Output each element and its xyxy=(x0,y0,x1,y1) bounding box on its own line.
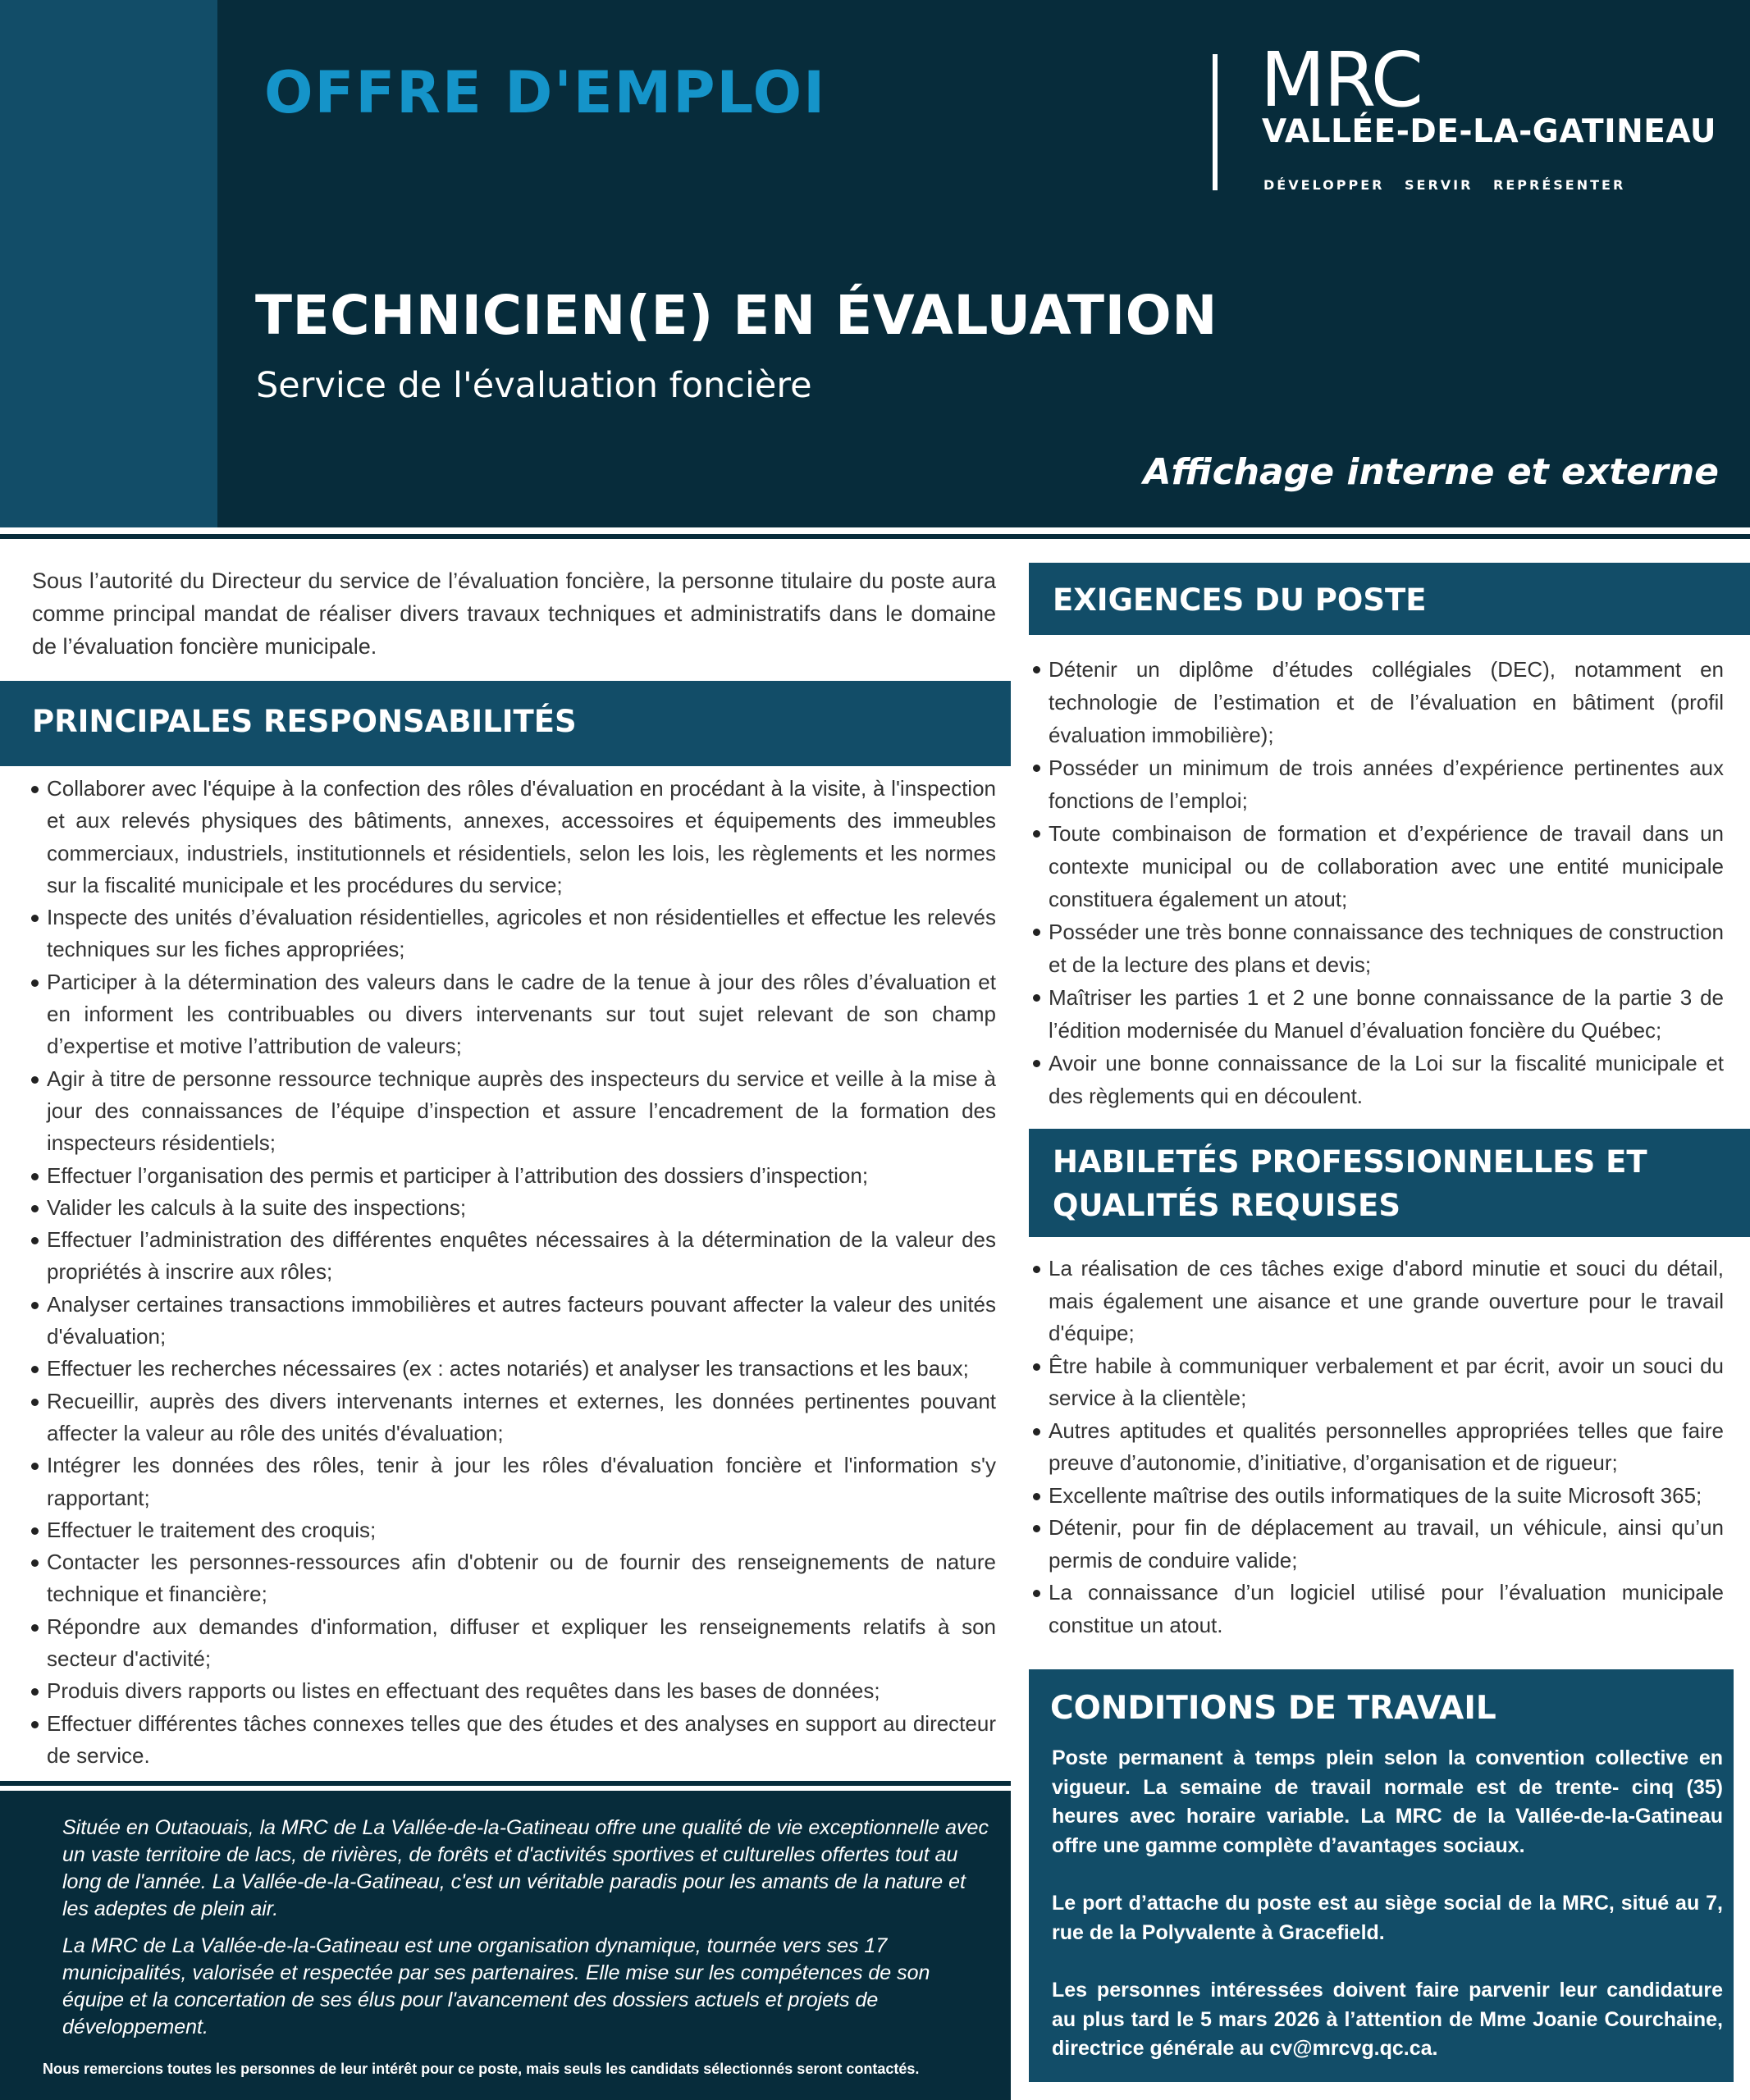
responsabilites-heading: PRINCIPALES RESPONSABILITÉS xyxy=(0,681,1011,766)
exigences-list xyxy=(1033,653,1724,1112)
footer-divider xyxy=(0,1781,1011,1786)
list-item: Collaborer avec l'équipe à la confection des rôles d'évaluation en procédant à la visite, à l'inspection et aux relevés physiques des bâtiments, annexes, accessoires et équipements des immeubles commerciaux, industriels, institutionnels et résidentiels, selon les lois, les règlements et les normes sur la fiscalité municipale et les procédures du service; xyxy=(31,773,996,902)
list-item: Posséder un minimum de trois années d’expérience pertinentes aux fonctions de l’emploi; xyxy=(1033,751,1724,817)
intro-paragraph: Sous l’autorité du Directeur du service de l’évaluation foncière, la personne titulaire du poste aura comme principal mandat de réaliser divers travaux techniques et administratifs dans le domaine de l’évaluation foncière municipale. xyxy=(32,568,996,659)
region-description: Située en Outaouais, la MRC de La Vallée-de-la-Gatineau offre une qualité de vie exceptionnelle avec un vaste territoire de lacs, de rivières, de forêts et d'activités sportives et culturelles offertes tout au long de l'année. La Vallée-de-la-Gatineau, c'est un véritable paradis pour les amants de la nature et les adeptes de plein air. xyxy=(62,1816,989,1920)
header-stripe xyxy=(0,0,217,527)
list-item: Effectuer l’organisation des permis et participer à l’attribution des dossiers d’inspection; xyxy=(31,1160,996,1192)
list-item: Effectuer le traitement des croquis; xyxy=(31,1514,996,1546)
list-item: Toute combinaison de formation et d’expérience de travail dans un contexte municipal ou de collaboration avec une entité municipale constituera également un atout; xyxy=(1033,817,1724,915)
logo-divider xyxy=(1213,54,1218,190)
habiletes-heading-line1: HABILETÉS PROFESSIONNELLES ET xyxy=(1053,1144,1647,1180)
list-item: Être habile à communiquer verbalement et par écrit, avoir un souci du service à la clientèle; xyxy=(1033,1350,1724,1415)
list-item: Inspecte des unités d’évaluation résidentielles, agricoles et non résidentielles et effectue les relevés techniques sur les fiches appropriées; xyxy=(31,902,996,966)
header-banner xyxy=(0,0,1750,527)
header-divider xyxy=(0,534,1750,539)
offre-emploi-heading: OFFRE D'EMPLOI xyxy=(264,59,827,126)
list-item: Effectuer l’administration des différentes enquêtes nécessaires à la détermination de la valeur des propriétés à inscrire aux rôles; xyxy=(31,1224,996,1289)
conditions-application: Les personnes intéressées doivent faire parvenir leur candidature au plus tard le 5 mars 2026 à l’attention de Mme Joanie Courchaine, directrice générale au cv@mrcvg.qc.ca. xyxy=(1052,1979,1723,2060)
list-item: Contacter les personnes-ressources afin d'obtenir ou de fournir des renseignements de nature technique et financière; xyxy=(31,1546,996,1611)
list-item: Participer à la détermination des valeurs dans le cadre de la tenue à jour des rôles d’évaluation et en informent les contribuables ou divers intervenants sur tout sujet relevant de son champ d’expertise et motive l’attribution de valeurs; xyxy=(31,966,996,1063)
mrc-logo: MRC xyxy=(1260,36,1422,124)
list-item: Autres aptitudes et qualités personnelles appropriées telles que faire preuve d’autonomie, d’initiative, d’organisation et de rigueur; xyxy=(1033,1415,1724,1480)
conditions-employment: Poste permanent à temps plein selon la convention collective en vigueur. La semaine de travail normale est de trente- cinq (35) heures avec horaire variable. La MRC de la Vallée-de-la-Gatineau offre une gamme complète d’avantages sociaux. xyxy=(1052,1746,1723,1857)
list-item: Posséder une très bonne connaissance des techniques de construction et de la lecture des plans et devis; xyxy=(1033,915,1724,981)
thanks-note: Nous remercions toutes les personnes de leur intérêt pour ce poste, mais seuls les candidats sélectionnés seront contactés. xyxy=(43,2061,920,2077)
conditions-location: Le port d’attache du poste est au siège social de la MRC, situé au 7, rue de la Polyvalente à Gracefield. xyxy=(1052,1892,1723,1944)
job-title: TECHNICIEN(E) EN ÉVALUATION xyxy=(255,284,1218,347)
list-item: Intégrer les données des rôles, tenir à jour les rôles d'évaluation foncière et l'information s'y rapportant; xyxy=(31,1449,996,1514)
logo-name: VALLÉE-DE-LA-GATINEAU xyxy=(1262,113,1717,150)
list-item: Valider les calculs à la suite des inspections; xyxy=(31,1192,996,1224)
list-item: Produis divers rapports ou listes en effectuant des requêtes dans les bases de données; xyxy=(31,1675,996,1707)
list-item: Excellente maîtrise des outils informatiques de la suite Microsoft 365; xyxy=(1033,1480,1724,1513)
organization-description: La MRC de La Vallée-de-la-Gatineau est une organisation dynamique, tournée vers ses 17 municipalités, valorisée et respectée par ses partenaires. Elle mise sur les compétences de son équipe et la concertation de ses élus pour l'avancement des dossiers actuels et projets de développement. xyxy=(62,1934,930,2038)
list-item: Agir à titre de personne ressource technique auprès des inspecteurs du service et veille à la mise à jour des connaissances de l’équipe d’inspection et assure l’encadrement de la formation des inspecteurs résidentiels; xyxy=(31,1063,996,1160)
habiletes-list xyxy=(1033,1253,1724,1641)
list-item: Avoir une bonne connaissance de la Loi sur la fiscalité municipale et des règlements qui en découlent. xyxy=(1033,1047,1724,1112)
list-item: La connaissance d’un logiciel utilisé pour l’évaluation municipale constitue un atout. xyxy=(1033,1577,1724,1641)
responsabilites-list xyxy=(31,773,996,1772)
list-item: Détenir un diplôme d’études collégiales (DEC), notamment en technologie de l’estimation et de l’évaluation en bâtiment (profil évaluation immobilière); xyxy=(1033,653,1724,751)
list-item: Recueillir, auprès des divers intervenants internes et externes, les données pertinentes pouvant affecter la valeur au rôle des unités d'évaluation; xyxy=(31,1386,996,1450)
list-item: Analyser certaines transactions immobilières et autres facteurs pouvant affecter la valeur des unités d'évaluation; xyxy=(31,1289,996,1354)
list-item: Détenir, pour fin de déplacement au travail, un véhicule, ainsi qu’un permis de conduire valide; xyxy=(1033,1512,1724,1577)
list-item: Effectuer différentes tâches connexes telles que des études et des analyses en support au directeur de service. xyxy=(31,1708,996,1773)
posting-type: Affichage interne et externe xyxy=(1143,451,1719,493)
list-item: Effectuer les recherches nécessaires (ex : actes notariés) et analyser les transactions et les baux; xyxy=(31,1353,996,1385)
list-item: Maîtriser les parties 1 et 2 une bonne connaissance de la partie 3 de l’édition modernisée du Manuel d’évaluation foncière du Québec; xyxy=(1033,981,1724,1047)
job-subtitle: Service de l'évaluation foncière xyxy=(256,365,812,406)
habiletes-heading xyxy=(1029,1129,1750,1237)
habiletes-heading-line2: QUALITÉS REQUISES xyxy=(1053,1188,1400,1223)
list-item: Répondre aux demandes d'information, diffuser et expliquer les renseignements relatifs à son secteur d'activité; xyxy=(31,1611,996,1676)
list-item: La réalisation de ces tâches exige d'abord minutie et souci du détail, mais également une aisance et une grande ouverture pour le travail d'équipe; xyxy=(1033,1253,1724,1350)
logo-slogan: DÉVELOPPER SERVIR REPRÉSENTER xyxy=(1263,177,1626,193)
exigences-heading: EXIGENCES DU POSTE xyxy=(1029,563,1750,635)
conditions-heading: CONDITIONS DE TRAVAIL xyxy=(1050,1690,1496,1727)
